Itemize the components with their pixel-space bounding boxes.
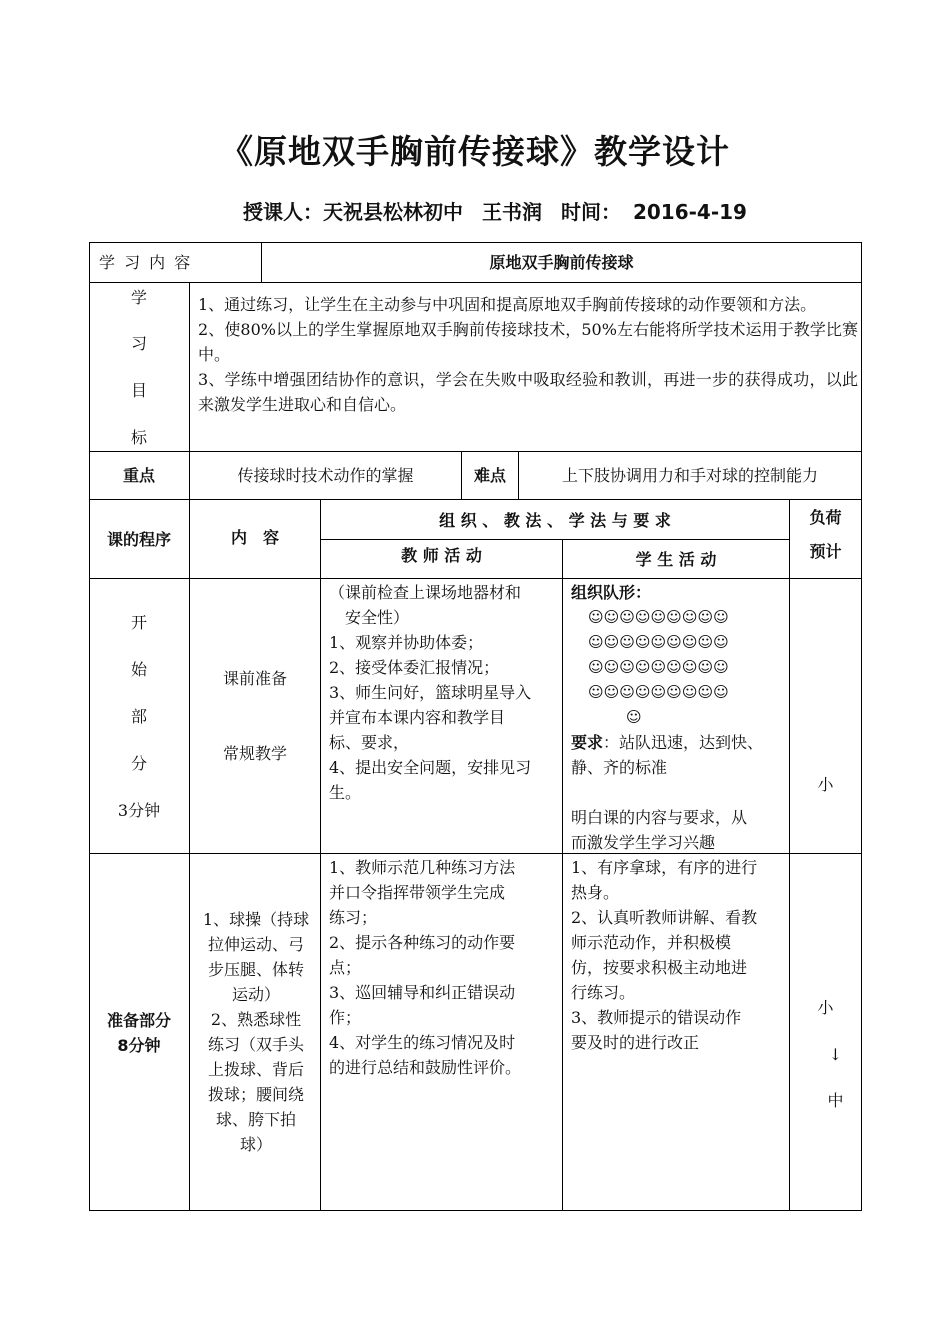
section1-teacher-activity: （课前检查上课场地器材和 安全性） 1、观察并协助体委； 2、接受体委汇报情况； 3、师生问好，篮球明星导入 并宣布本课内容和教学目 标、要求， 4、提出安全问题，安排见习 生。 xyxy=(329,583,532,802)
key-point-label: 重点 xyxy=(122,466,155,485)
load-header-line2: 预计 xyxy=(809,542,842,561)
lecturer-info: 授课人：天祝县松林初中 xyxy=(243,200,464,224)
section1-content-routine: 常规教学 xyxy=(222,744,287,763)
document-subtitle xyxy=(0,196,950,225)
time-label: 时间： xyxy=(560,200,621,224)
formation-diagram: ☺☺☺☺☺☺☺☺☺ ☺☺☺☺☺☺☺☺☺ ☺☺☺☺☺☺☺☺☺ ☺☺☺☺☺☺☺☺☺ ☺ xyxy=(588,608,729,726)
organization-header: 组 织 、 教 法 、 学 法 与 要 求 xyxy=(439,511,671,530)
section2-duration: 8分钟 xyxy=(117,1036,161,1055)
section2-student-activity: 1、有序拿球，有序的进行 热身。 2、认真听教师讲解、看教 师示范动作，并积极模 仿，按要求积极主动地进 行练习。 3、教师提示的错误动作 要及时的进行改正 xyxy=(571,858,758,1052)
load-down-arrow-icon: ↓ xyxy=(828,1045,843,1064)
section2-load-start: 小 xyxy=(817,998,834,1017)
content-value: 原地双手胸前传接球 xyxy=(489,253,634,272)
section1-duration: 3分钟 xyxy=(117,801,161,820)
objective-item: 3、学练中增强团结协作的意识，学会在失败中吸取经验和教训，再进一步的获得成功，以此来激发学生进取心和自信心。 xyxy=(198,370,858,414)
lesson-date: 2016-4-19 xyxy=(632,200,747,224)
load-header-line1: 负荷 xyxy=(809,508,842,527)
procedure-header: 课的程序 xyxy=(106,530,171,549)
content-label: 学 习 内 容 xyxy=(99,253,193,272)
document-title: 《原地双手胸前传接球》教学设计 xyxy=(220,132,730,171)
section2-teacher-activity: 1、教师示范几种练习方法 并口令指挥带领学生完成 练习； 2、提示各种练习的动作要 点； 3、巡回辅导和纠正错误动 作； 4、对学生的练习情况及时 的进行总结和鼓励性评价。 xyxy=(329,858,522,1077)
student-activity-header: 学 生 活 动 xyxy=(635,550,717,569)
objectives-list xyxy=(198,292,858,417)
teacher-name: 王书润 xyxy=(481,200,542,224)
formation-label: 组织队形： xyxy=(571,583,652,602)
content-header: 内 容 xyxy=(230,528,279,547)
difficulty-label: 难点 xyxy=(473,466,506,485)
objective-item: 1、通过练习，让学生在主动参与中巩固和提高原地双手胸前传接球的动作要领和方法。 xyxy=(198,295,817,314)
key-point-value: 传接球时技术动作的掌握 xyxy=(237,466,414,485)
section1-student-activity: 组织队形： ☺☺☺☺☺☺☺☺☺ ☺☺☺☺☺☺☺☺☺ ☺☺☺☺☺☺☺☺☺ ☺☺☺☺☺☺☺☺☺ ☺ 要求：站队迅速，达到快、 静、齐的标准 明白课的内容与要求，从 而激发学生学习兴趣 xyxy=(571,580,786,855)
section2-load-end: 中 xyxy=(827,1091,844,1110)
section2-content: 1、球操（持球 拉伸运动、弓 步压腿、体转 运动） 2、熟悉球性 练习（双手头 上拨球、背后 拨球；腰间绕 球、胯下拍 球） xyxy=(202,910,310,1154)
objective-item: 2、使80%以上的学生掌握原地双手胸前传接球技术，50%左右能将所学技术运用于教学比赛中。 xyxy=(198,320,858,364)
teacher-activity-header: 教 师 活 动 xyxy=(401,546,482,565)
section1-content-prep: 课前准备 xyxy=(222,669,287,688)
difficulty-value: 上下肢协调用力和手对球的控制能力 xyxy=(561,466,818,485)
section2-name: 准备部分 xyxy=(106,1011,171,1030)
section1-load: 小 xyxy=(817,775,834,794)
requirement-text: 要求：站队迅速，达到快、 xyxy=(571,733,764,752)
